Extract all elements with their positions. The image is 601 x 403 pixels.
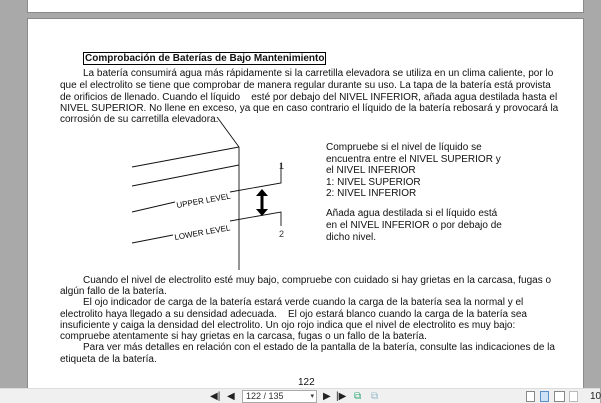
paragraph-line: La batería consumirá agua más rápidamente si la carretilla elevadora se utiliza en un clima caliente, por lo xyxy=(83,68,554,79)
side-note-line: dicho nivel. xyxy=(326,232,377,243)
facing-view-icon[interactable] xyxy=(554,391,565,402)
upper-level-line xyxy=(230,163,281,192)
zoom-level[interactable]: 10 xyxy=(590,391,601,402)
upper-level-label: UPPER LEVEL xyxy=(175,191,232,210)
paragraph-line: insuficiente y caiga la densidad del electrolito. Un ojo rojo indica que el nivel de electrolito es muy bajo: xyxy=(60,320,516,331)
side-note-line: 1: NIVEL SUPERIOR xyxy=(326,177,421,188)
chevron-down-icon[interactable]: ▾ xyxy=(310,393,314,400)
go-forward-icon[interactable]: ⧉ xyxy=(371,391,379,402)
navigation-toolbar xyxy=(0,388,600,403)
lower-level-label: LOWER LEVEL xyxy=(173,223,231,242)
page-field-value: 122 / 135 xyxy=(246,391,284,401)
side-note-line: Añada agua destilada si el líquido está xyxy=(326,208,498,219)
paragraph-line: etiqueta de la batería. xyxy=(60,354,157,365)
paragraph-line: El ojo indicador de carga de la batería estará verde cuando la carga de la batería sea la normal y el xyxy=(83,297,524,308)
side-note-line: 2: NIVEL INFERIOR xyxy=(326,188,417,199)
page-number: 122 xyxy=(298,377,315,388)
go-back-icon[interactable]: ⧉ xyxy=(354,391,362,402)
diagram-line xyxy=(217,117,239,147)
side-note-line: Compruebe si el nivel de líquido se xyxy=(326,142,482,153)
side-note-line: encuentra entre el NIVEL SUPERIOR y xyxy=(326,154,501,165)
paragraph-line: electrolito haya llegado a su densidad adecuada. El ojo estará blanco cuando la carga de la batería sea xyxy=(60,309,527,320)
double-arrow-icon xyxy=(256,189,268,216)
paragraph-line: que el electrolito se tiene que comprobar de manera regular durante su uso. La tapa de la batería está provista xyxy=(60,80,551,91)
upper-level-line xyxy=(132,202,175,212)
paragraph-line: compruebe atentamente si hay grietas en la carcasa, fugas o un fallo de la batería. xyxy=(60,331,427,342)
paragraph-line: de orificios de llenado. Cuando el líquido esté por debajo del NIVEL INFERIOR, añada agua destilada hasta el xyxy=(60,92,558,103)
section-title: Comprobación de Baterías de Bajo Mantenimiento xyxy=(85,53,325,64)
paragraph-line: algún fallo de la batería. xyxy=(60,286,167,297)
continuous-facing-view-icon[interactable] xyxy=(569,391,578,402)
paragraph-line: NIVEL SUPERIOR. No llene en exceso, ya que en caso contrario el líquido de la batería rebosará y provocará la xyxy=(60,103,559,114)
diagram-line xyxy=(132,147,239,167)
callout-1: 1 xyxy=(279,161,285,171)
lower-level-line xyxy=(230,212,281,226)
paragraph-line: Para ver más detalles en relación con el estado de la pantalla de la batería, consulte las indicaciones de la xyxy=(83,342,555,353)
side-note-line: el NIVEL INFERIOR xyxy=(326,165,416,176)
last-page-icon[interactable]: |▶ xyxy=(336,391,347,402)
lower-level-line xyxy=(132,235,173,243)
first-page-icon[interactable]: ◀| xyxy=(210,391,221,402)
paragraph-line: Cuando el nivel de electrolito esté muy bajo, compruebe con cuidado si hay grietas en la carcasa, fugas o xyxy=(83,275,552,286)
continuous-view-icon[interactable] xyxy=(540,391,549,402)
page-number-input[interactable] xyxy=(242,390,317,403)
next-page-icon[interactable]: ▶ xyxy=(323,391,331,402)
paragraph-line: corrosión de su carretilla elevadora. xyxy=(60,114,219,125)
previous-page-icon[interactable]: ◀ xyxy=(227,391,235,402)
callout-2: 2 xyxy=(279,229,285,239)
side-note-line: en el NIVEL INFERIOR o por debajo de xyxy=(326,220,502,231)
single-page-view-icon[interactable] xyxy=(526,391,535,402)
diagram-line xyxy=(132,165,239,186)
